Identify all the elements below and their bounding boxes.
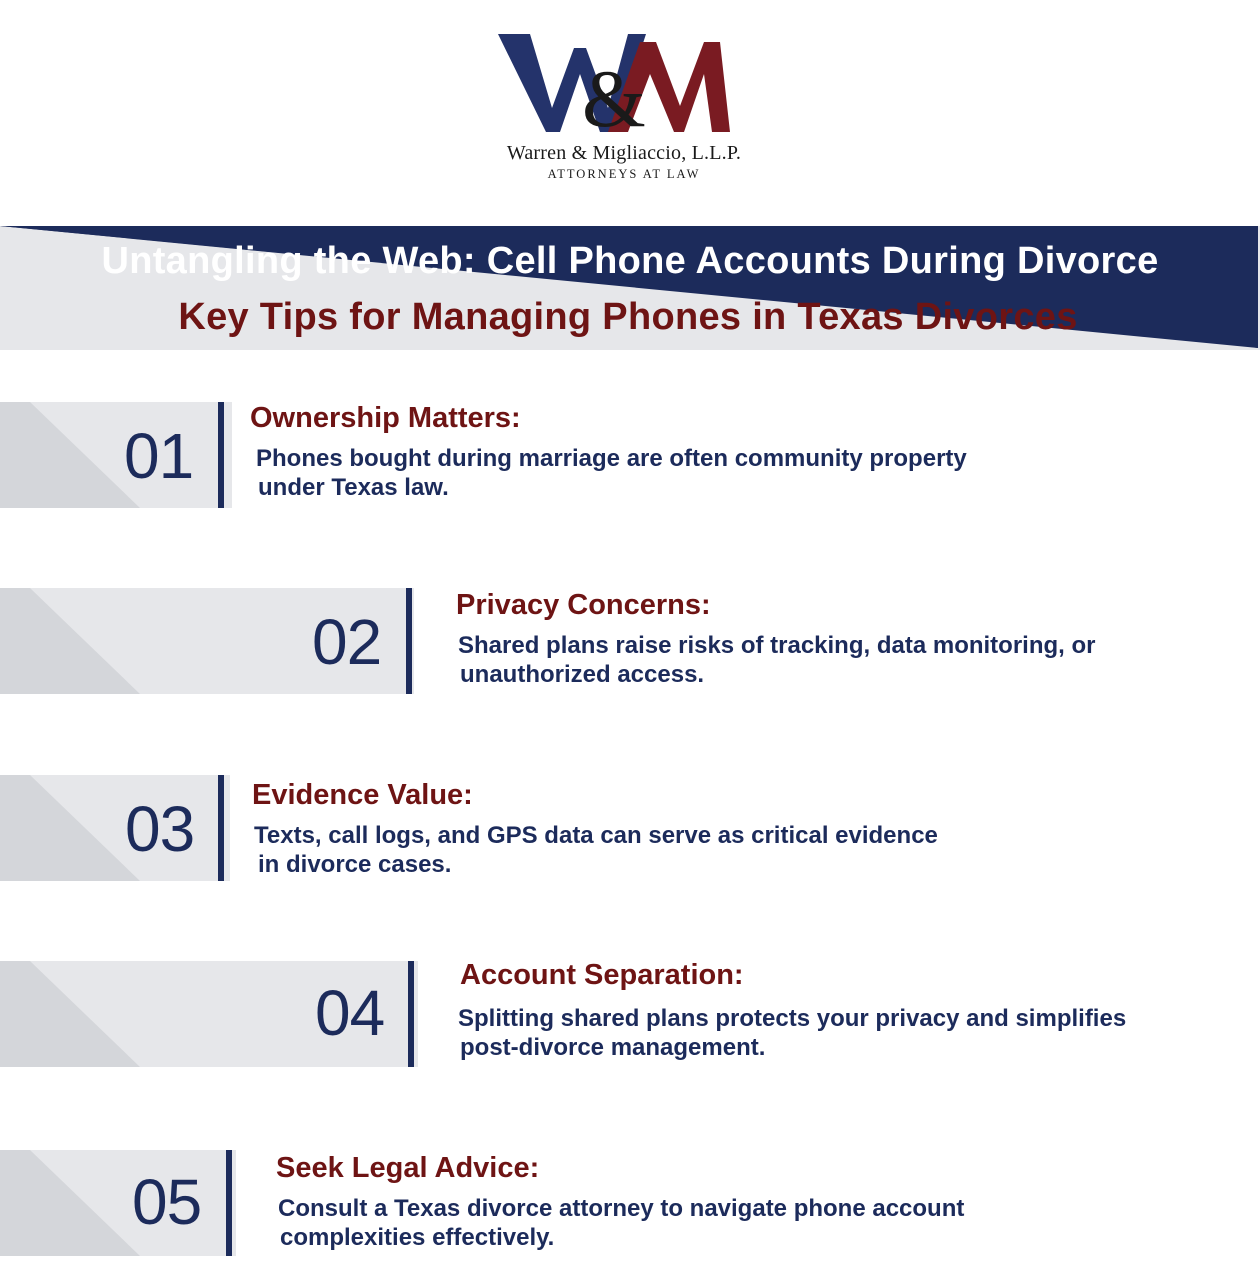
banner-subtitle: Key Tips for Managing Phones in Texas Divorces (178, 296, 1078, 338)
tip-number: 04 (315, 977, 385, 1049)
tip-item-05 (0, 1150, 1260, 1260)
wm-monogram-logo (490, 28, 730, 140)
tip-item-01 (0, 402, 1260, 512)
firm-name: Warren & Migliaccio, L.L.P. (506, 142, 742, 164)
tip-item-03 (0, 775, 1260, 885)
tip-title: Ownership Matters: (250, 402, 521, 434)
tip-text-line-2: in divorce cases. (258, 851, 452, 878)
tip-divider (226, 1150, 232, 1256)
tip-number: 05 (132, 1166, 202, 1238)
tip-text-line-1: Texts, call logs, and GPS data can serve as critical evidence (254, 822, 938, 849)
tip-text-line-2: unauthorized access. (460, 661, 705, 688)
tip-item-02 (0, 588, 1260, 698)
firm-logo (480, 28, 780, 188)
tip-text-line-1: Phones bought during marriage are often community property (256, 445, 967, 472)
tip-text-line-2: post-divorce management. (460, 1034, 766, 1061)
tip-number: 02 (312, 606, 382, 678)
tip-number-band (0, 402, 232, 508)
tip-text-line-1: Splitting shared plans protects your privacy and simplifies (458, 1005, 1127, 1032)
tip-title: Evidence Value: (252, 779, 473, 811)
tip-number: 03 (125, 793, 195, 865)
tip-title: Seek Legal Advice: (276, 1152, 540, 1184)
firm-tagline: ATTORNEYS AT LAW (547, 167, 701, 181)
tip-title: Privacy Concerns: (456, 589, 711, 621)
tip-divider (218, 775, 224, 881)
tip-text-line-1: Consult a Texas divorce attorney to navigate phone account (278, 1195, 965, 1222)
logo-ampersand: & (582, 53, 646, 140)
tip-divider (406, 588, 412, 694)
banner-title: Untangling the Web: Cell Phone Accounts During Divorce (101, 240, 1159, 282)
title-banner (0, 226, 1260, 350)
tip-text-line-2: under Texas law. (258, 474, 449, 501)
tip-title: Account Separation: (460, 959, 744, 991)
tip-text-line-2: complexities effectively. (280, 1224, 555, 1251)
tip-text-line-1: Shared plans raise risks of tracking, data monitoring, or (458, 632, 1096, 659)
tip-number: 01 (124, 420, 194, 492)
tip-item-04 (0, 961, 1260, 1071)
tip-number-band (0, 775, 230, 881)
tip-divider (218, 402, 224, 508)
tip-divider (408, 961, 414, 1067)
